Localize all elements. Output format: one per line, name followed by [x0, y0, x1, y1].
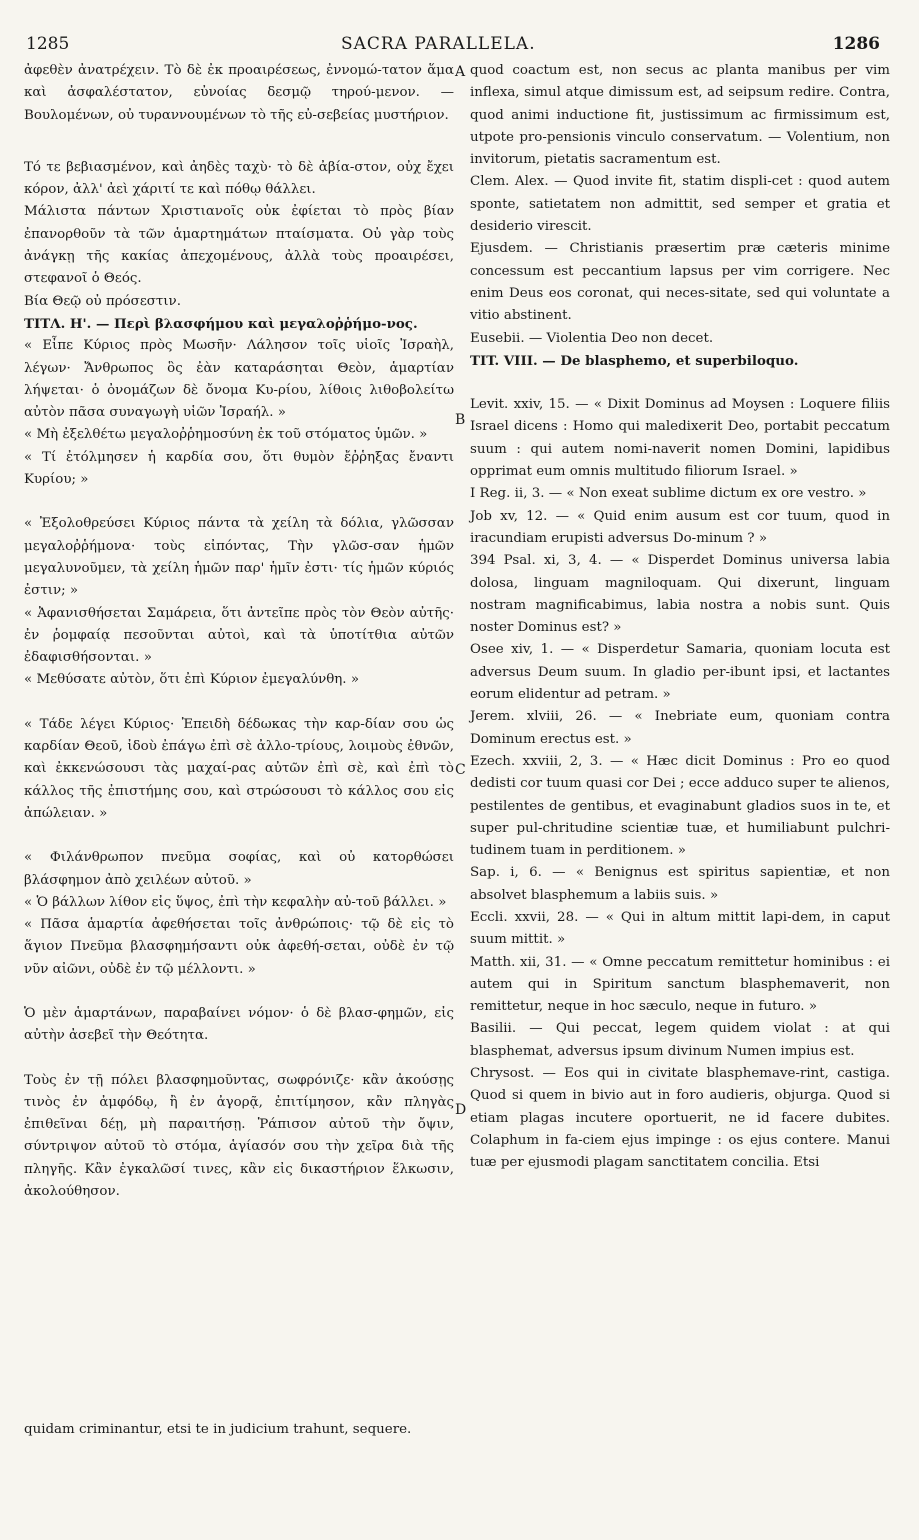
- running-title: SACRA PARALLELA.: [341, 34, 536, 54]
- margin-marker-a: A: [455, 64, 466, 80]
- left-paragraph: Τοὺς ἐν τῇ πόλει βλασφημοῦντας, σωφρόνιζε· κἂν ἀκούσῃς τινὸς ἐν ἀμφόδῳ, ἢ ἐν ἀγορᾷ, ἐπιτίμησον, κἂν πληγὰς ἐπιθεῖναι δέῃ, μὴ παραιτήσῃ. Ῥάπισον αὐτοῦ τὴν ὄψιν, σύντριψον αὐτοῦ τὸ στόμα, ἁγίασόν σου τὴν χεῖρα διὰ τῆς πληγῆς. Κἂν ἐγκαλῶσί τινες, κἂν εἰς δικαστήριον ἕλκωσιν, ἀκολούθησον.: [24, 1072, 454, 1200]
- right-paragraph: Basilii. — Qui peccat, legem quidem violat : at qui blasphemat, adversus ipsum divinum Numen impius est.: [470, 1021, 890, 1059]
- left-paragraph: Τό τε βεβιασμένον, καὶ ἀηδὲς ταχὺ· τὸ δὲ ἀβία-στον, οὐχ ἔχει κόρον, ἀλλ' ἀεὶ χάριτί τε καὶ πόθῳ θάλλει.: [24, 159, 454, 198]
- paragraph-gap: [24, 981, 454, 1003]
- left-paragraph: « Τί ἐτόλμησεν ἡ καρδία σου, ὅτι θυμὸν ἔῤῥηξας ἔναντι Κυρίου; »: [24, 449, 454, 488]
- running-header: [26, 34, 880, 60]
- left-paragraph: « Μὴ ἐξελθέτω μεγαλοῤῥημοσύνη ἐκ τοῦ στόματος ὑμῶν. »: [24, 427, 428, 443]
- page-number-right: 1286: [832, 34, 880, 54]
- right-paragraph: Matth. xii, 31. — « Omne peccatum remittetur hominibus : ei autem qui in Spiritum sanctum blasphemaverit, non remittetur, neque in hoc sæculo, neque in futuro. »: [470, 954, 890, 1015]
- right-paragraph: TIT. VIII. — De blasphemo, et superbiloquo.: [470, 352, 799, 369]
- paragraph-gap: [24, 491, 454, 513]
- margin-marker-c: C: [455, 762, 466, 778]
- paragraph-gap: [24, 692, 454, 714]
- paragraph-gap: [470, 372, 890, 394]
- left-paragraph: « Πᾶσα ἁμαρτία ἀφεθήσεται τοῖς ἀνθρώποις· τῷ δὲ εἰς τὸ ἅγιον Πνεῦμα βλασφημήσαντι οὐκ ἀφεθή-σεται, οὐδὲ ἐν τῷ νῦν αἰῶνι, οὐδὲ ἐν τῷ μέλλοντι. »: [24, 917, 454, 977]
- paragraph-gap: [24, 127, 454, 157]
- left-paragraph: « Φιλάνθρωπον πνεῦμα σοφίας, καὶ οὐ κατορθώσει βλάσφημον ἀπὸ χειλέων αὐτοῦ. »: [24, 850, 454, 888]
- page-number-left: 1285: [26, 34, 70, 54]
- right-paragraph: Eusebii. — Violentia Deo non decet.: [470, 330, 714, 346]
- left-paragraph: « Εἶπε Κύριος πρὸς Μωσῆν· Λάλησον τοῖς υἱοῖς Ἰσραὴλ, λέγων· Ἄνθρωπος ὃς ἐὰν καταράσηται Θεὸν, ἁμαρτίαν λήψεται· ὁ ὀνομάζων δὲ ὄνομα Κυ-ρίου, λίθοις λιθοβολείτω αὐτὸν πᾶσα συναγωγὴ υἱῶν Ἰσραήλ. »: [24, 338, 454, 421]
- left-paragraph: « Ὁ βάλλων λίθον εἰς ὕψος, ἐπὶ τὴν κεφαλὴν αὐ-τοῦ βάλλει. »: [24, 894, 447, 910]
- right-paragraph: Levit. xxiv, 15. — « Dixit Dominus ad Moysen : Loquere filiis Israel dicens : Homo qui maledixerit Deo, portabit peccatum suum : qui autem nomi-naverit nomen Domini, lapidibus opprimat eum omnis multitudo filiorum Israel. »: [470, 397, 890, 480]
- final-line: quidam criminantur, etsi te in judicium trahunt, sequere.: [24, 1422, 412, 1437]
- right-paragraph: Chrysost. — Eos qui in civitate blasphemave-rint, castiga. Quod si quem in bivio aut in foro audieris, objurga. Quod si etiam plagas incutere oportuerit, ne id facere dubites. Colaphum in fa-ciem ejus impinge : os ejus contere. Manui tuæ per ejusmodi plagam sanctitatem concilia. Etsi: [470, 1066, 890, 1171]
- left-paragraph: ἀφεθὲν ἀνατρέχειν. Τὸ δὲ ἐκ προαιρέσεως, ἐννομώ-τατον ἅμα καὶ ἀσφαλέστατον, εὐνοίας δεσμῷ τηρού-μενον. — Βουλομένων, οὐ τυραννουμένων τὸ τῆς εὐ-σεβείας μυστήριον.: [24, 63, 454, 123]
- left-paragraph: « Μεθύσατε αὐτὸν, ὅτι ἐπὶ Κύριον ἐμεγαλύνθη. »: [24, 672, 360, 688]
- left-paragraph: « Τάδε λέγει Κύριος· Ἐπειδὴ δέδωκας τὴν καρ-δίαν σου ὡς καρδίαν Θεοῦ, ἰδοὺ ἐπάγω ἐπὶ σὲ ἀλλο-τρίους, λοιμοὺς ἐθνῶν, καὶ ἐκκενώσουσι τὰς μαχαί-ρας αὐτῶν ἐπὶ σὲ, καὶ ἐπὶ τὸ κάλλος τῆς ἐπιστήμης σου, καὶ στρώσουσι τὸ κάλλος σου εἰς ἀπώλειαν. »: [24, 716, 454, 821]
- paragraph-gap: [24, 825, 454, 847]
- right-paragraph: Job xv, 12. — « Quid enim ausum est cor tuum, quod in iracundiam erupisti adversus Do-minum ? »: [470, 508, 890, 546]
- left-paragraph: Μάλιστα πάντων Χριστιανοῖς οὐκ ἐφίεται τὸ πρὸς βίαν ἐπανορθοῦν τὰ τῶν ἁμαρτημάτων πταίσματα. Οὐ γὰρ τοὺς ἀνάγκῃ τῆς κακίας ἀπεχομένους, ἀλλὰ τοὺς προαιρέσει, στεφανοῖ ὁ Θεός.: [24, 204, 454, 287]
- right-paragraph: Ejusdem. — Christianis præsertim præ cæteris minime concessum est peccantium lapsus per vim corrigere. Nec enim Deus eos coronat, qui neces-sitate, sed qui voluntate a vitio abstinent.: [470, 241, 890, 324]
- paragraph-gap: [24, 1048, 454, 1070]
- right-paragraph: Osee xiv, 1. — « Disperdetur Samaria, quoniam locuta est adversus Deum suum. In gladio per-ibunt ipsi, et lactantes eorum elidentur ad petram. »: [470, 642, 890, 703]
- right-paragraph: Ezech. xxviii, 2, 3. — « Hæc dicit Dominus : Pro eo quod dedisti cor tuum quasi cor Dei ; ecce adduco super te alienos, pestilentes de gentibus, et evaginabunt gladios suos in te, et super pul-chritudine scientiæ tuæ, et humiliabunt pulchri-tudinem tuam in perditionem. »: [470, 753, 890, 859]
- greek-column: [24, 60, 454, 1203]
- left-paragraph: « Ἀφανισθήσεται Σαμάρεια, ὅτι ἀντεῖπε πρὸς τὸν Θεὸν αὐτῆς· ἐν ῥομφαίᾳ πεσοῦνται αὐτοὶ, καὶ τὰ ὑποτίτθια αὐτῶν ἐδαφισθήσονται. »: [24, 605, 454, 666]
- latin-column: [470, 60, 890, 1175]
- left-paragraph: ΤΙΤΛ. Η'. — Περὶ βλασφήμου καὶ μεγαλοῤῥήμο-νος.: [24, 315, 418, 332]
- right-paragraph: I Reg. ii, 3. — « Non exeat sublime dictum ex ore vestro. »: [470, 486, 867, 502]
- right-paragraph: Sap. i, 6. — « Benignus est spiritus sapientiæ, et non absolvet blasphemum a labiis suis. »: [470, 865, 890, 903]
- left-paragraph: « Ἐξολοθρεύσει Κύριος πάντα τὰ χείλη τὰ δόλια, γλῶσσαν μεγαλοῤῥήμονα· τοὺς εἰπόντας, Τὴν γλῶσ-σαν ἡμῶν μεγαλυνοῦμεν, τὰ χείλη ἡμῶν παρ' ἡμῖν ἐστι· τίς ἡμῶν κύριός ἐστιν; »: [24, 516, 454, 599]
- margin-marker-d: D: [455, 1102, 467, 1118]
- right-paragraph: Clem. Alex. — Quod invite fit, statim displi-cet : quod autem sponte, satietatem non admittit, sed semper et gratia et desiderio virescit.: [470, 174, 890, 235]
- margin-marker-b: B: [455, 412, 466, 428]
- left-paragraph: Βία Θεῷ οὐ πρόσεστιν.: [24, 293, 181, 309]
- right-paragraph: 394 Psal. xi, 3, 4. — « Disperdet Dominus universa labia dolosa, linguam magniloquam. Qui dixerunt, linguam nostram magnificabimus, labia nostra a nobis sunt. Quis noster Dominus est? »: [470, 553, 890, 636]
- left-paragraph: Ὁ μὲν ἁμαρτάνων, παραβαίνει νόμον· ὁ δὲ βλασ-φημῶν, εἰς αὐτὴν ἀσεβεῖ τὴν Θεότητα.: [24, 1005, 454, 1044]
- right-paragraph: Eccli. xxvii, 28. — « Qui in altum mittit lapi-dem, in caput suum mittit. »: [470, 909, 890, 948]
- right-paragraph: Jerem. xlviii, 26. — « Inebriate eum, quoniam contra Dominum erectus est. »: [470, 709, 890, 747]
- right-paragraph: quod coactum est, non secus ac planta manibus per vim inflexa, simul atque dimissum est, ad seipsum redire. Contra, quod animi inductione fit, justissimum ac firmissimum est, utpote pro-pensionis vinculo conservatum. — Volentium, non invitorum, pietatis sacramentum est.: [470, 63, 890, 168]
